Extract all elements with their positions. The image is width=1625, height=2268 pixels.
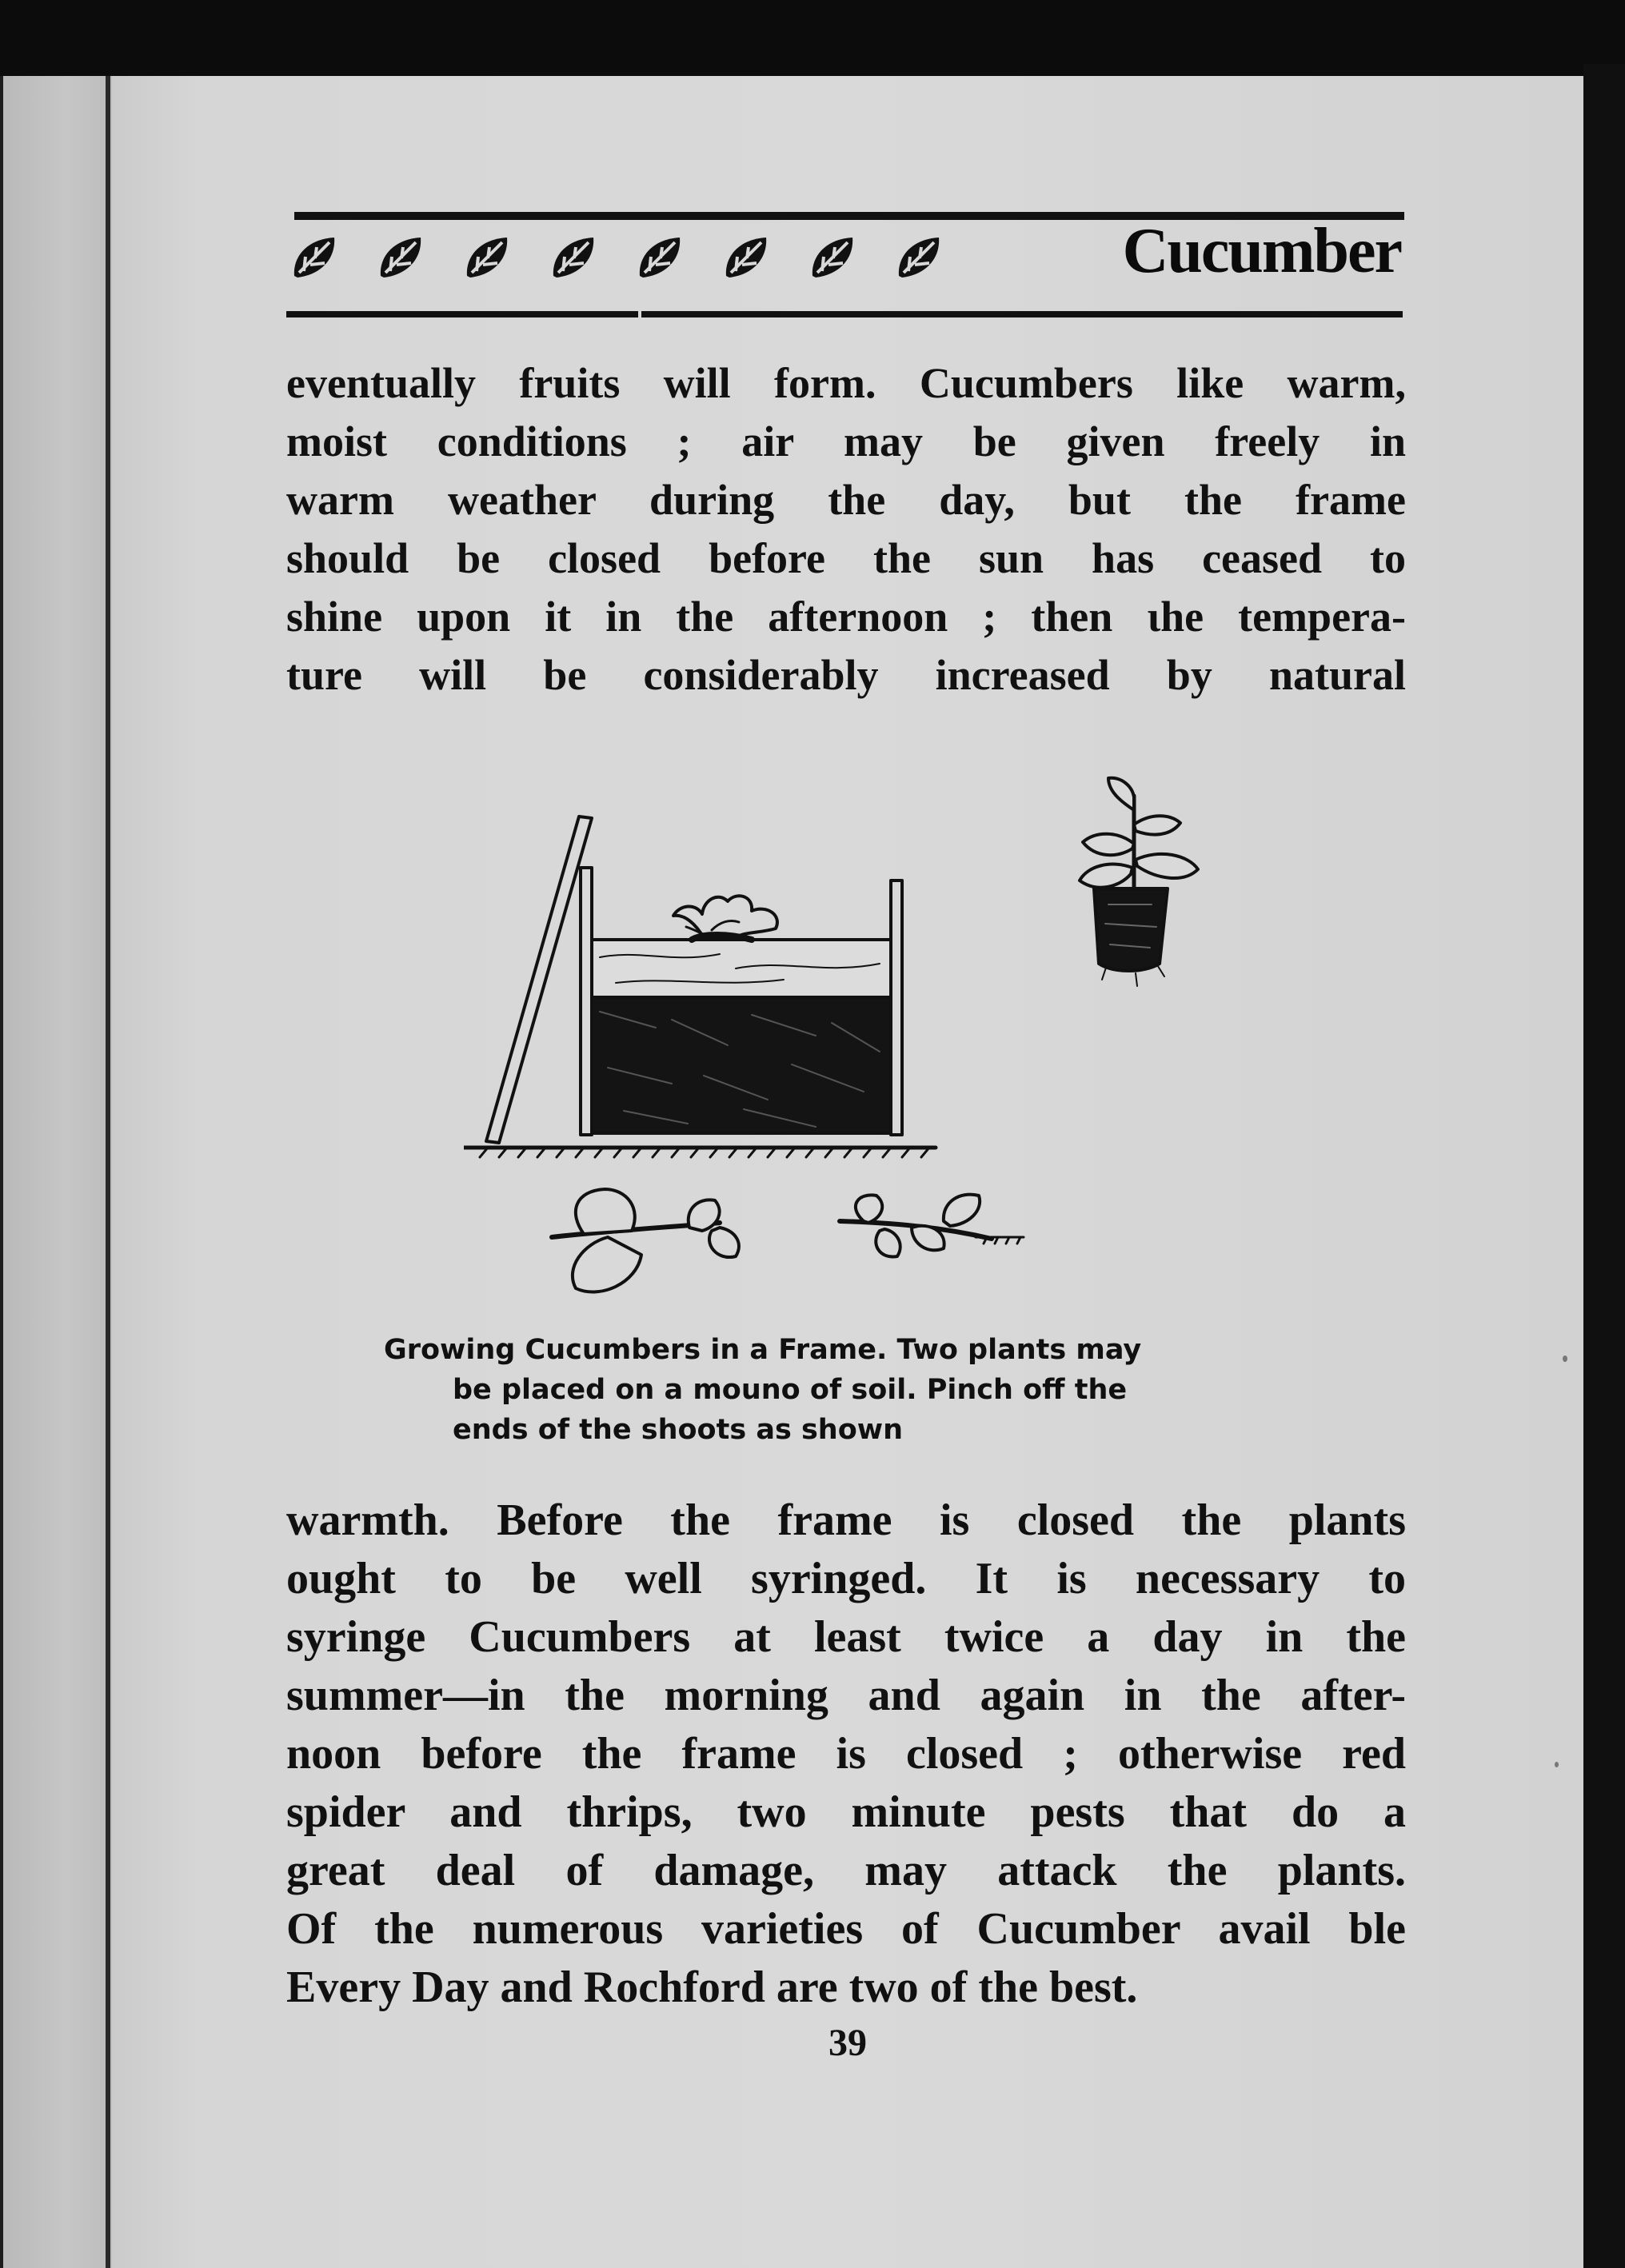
text-line: summer—in the morning and again in the after- bbox=[286, 1671, 1406, 1720]
page-binding-shadow bbox=[1583, 64, 1625, 2268]
figure-caption bbox=[384, 1330, 1344, 1450]
text-line: spider and thrips, two minute pests that do a bbox=[286, 1787, 1406, 1837]
leaf-ornament-icon bbox=[892, 233, 948, 282]
paper-speck bbox=[1555, 1762, 1559, 1767]
body-text-bottom bbox=[286, 1491, 1406, 2017]
caption-line: be placed on a mouno of soil. Pinch off the bbox=[453, 1374, 1128, 1406]
text-line: Every Day and Rochford are two of the best. bbox=[286, 1963, 1138, 2012]
gutter-line bbox=[106, 76, 110, 2268]
page-edge-line bbox=[0, 76, 3, 2268]
facing-page-edge bbox=[0, 76, 112, 2268]
caption-line: Growing Cucumbers in a Frame. Two plants may bbox=[384, 1334, 1142, 1366]
leaf-ornament-icon bbox=[633, 233, 689, 282]
leaf-ornament-icon bbox=[461, 233, 517, 282]
header-bottom-rule-right bbox=[641, 311, 1403, 317]
leaf-ornament-icon bbox=[720, 233, 776, 282]
text-line: shine upon it in the afternoon ; then ιhe tempera- bbox=[286, 593, 1406, 641]
text-line: warmth. Before the frame is closed the plants bbox=[286, 1495, 1406, 1545]
page-number: 39 bbox=[828, 2022, 867, 2064]
paper-speck bbox=[1563, 1356, 1567, 1362]
text-line: moist conditions ; air may be given freely in bbox=[286, 417, 1406, 465]
text-line: noon before the frame is closed ; otherwise red bbox=[286, 1729, 1406, 1779]
leaf-ornament-icon bbox=[288, 233, 344, 282]
text-line: ought to be well syringed. It is necessary to bbox=[286, 1554, 1406, 1603]
leaf-ornament-icon bbox=[806, 233, 862, 282]
text-line: warm weather during the day, but the frame bbox=[286, 476, 1406, 524]
body-text-top bbox=[286, 354, 1406, 705]
text-line: ture will be considerably increased by natural bbox=[286, 651, 1406, 699]
leaf-ornament-icon bbox=[547, 233, 603, 282]
text-line: Of the numerous varieties of Cucumber avail ble bbox=[286, 1904, 1406, 1954]
book-page bbox=[112, 76, 1583, 2268]
text-line: syringe Cucumbers at least twice a day in the bbox=[286, 1612, 1406, 1662]
text-line: great deal of damage, may attack the plants. bbox=[286, 1846, 1406, 1895]
header-bottom-rule-left bbox=[286, 311, 638, 317]
running-title: Cucumber bbox=[1122, 216, 1401, 286]
text-line: should be closed before the sun has ceased to bbox=[286, 534, 1406, 582]
leaf-ornament-icon bbox=[374, 233, 430, 282]
caption-line: ends of the shoots as shown bbox=[453, 1414, 904, 1446]
text-line: eventually fruits will form. Cucumbers like warm, bbox=[286, 359, 1406, 407]
cucumber-frame-illustration-icon bbox=[464, 748, 1216, 1324]
